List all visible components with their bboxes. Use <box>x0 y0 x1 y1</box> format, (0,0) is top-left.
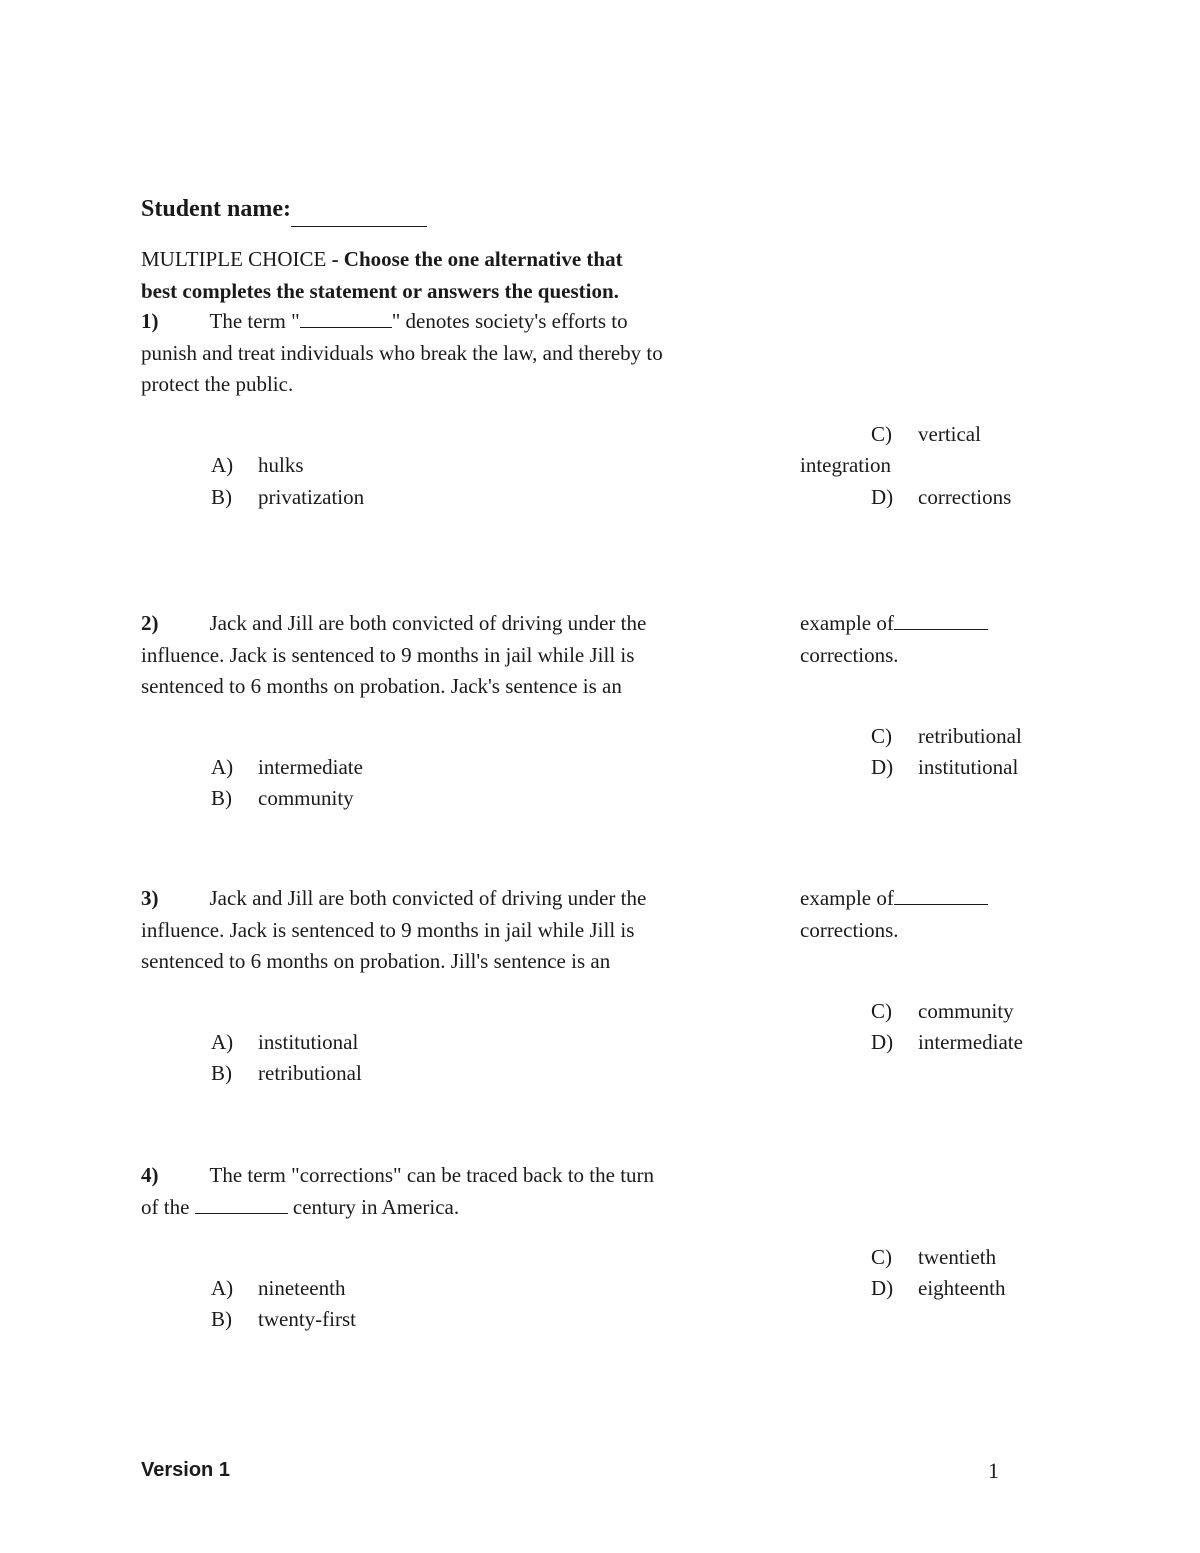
option-letter: B) <box>211 485 232 509</box>
option-letter: D) <box>871 1030 894 1054</box>
question-3-option-a[interactable] <box>211 1027 358 1058</box>
page-number: 1 <box>988 1458 999 1483</box>
option-letter: A) <box>211 755 234 779</box>
question-2-right-line-1: example of <box>800 611 894 635</box>
student-name-text: Student name: <box>141 196 292 222</box>
question-3-option-c[interactable] <box>871 996 1014 1027</box>
question-4-option-c[interactable] <box>871 1242 996 1273</box>
question-1-text-a: The term " <box>209 309 300 333</box>
option-text: twenty-first <box>258 1307 356 1331</box>
option-text: corrections <box>918 485 1012 509</box>
question-3-stem <box>141 883 751 978</box>
question-2-line-2: influence. Jack is sentenced to 9 months in jail while Jill is <box>141 642 635 667</box>
option-text: institutional <box>918 755 1019 779</box>
option-text: intermediate <box>918 1030 1023 1054</box>
question-1-line-3: protect the public. <box>141 372 294 396</box>
question-4-option-b[interactable] <box>211 1304 356 1335</box>
question-3-stem-continued <box>800 883 1060 946</box>
question-1-line-2: punish and treat individuals who break the law, and thereby to <box>141 340 663 365</box>
option-text: community <box>258 786 354 810</box>
question-4-stem <box>141 1160 751 1223</box>
question-1-stem <box>141 306 751 401</box>
student-name-label <box>141 192 427 227</box>
option-text: hulks <box>258 453 304 477</box>
question-3-line-2: influence. Jack is sentenced to 9 months in jail while Jill is <box>141 917 635 942</box>
question-4-number: 4) <box>141 1163 159 1187</box>
option-letter: A) <box>211 1030 234 1054</box>
option-text: vertical <box>918 422 981 446</box>
option-text: privatization <box>258 485 365 509</box>
question-1-number: 1) <box>141 309 159 333</box>
question-4-line-1: The term "corrections" can be traced back to the turn <box>209 1163 655 1187</box>
instructions-line-1 <box>141 244 623 275</box>
question-2-line-1: Jack and Jill are both convicted of driving under the <box>209 611 647 635</box>
option-letter: A) <box>211 1276 234 1300</box>
question-3-line-3: sentenced to 6 months on probation. Jill's sentence is an <box>141 949 611 973</box>
question-1-option-c-continued: integration <box>800 453 891 477</box>
question-1-text-b: " denotes society's efforts to <box>391 309 628 333</box>
question-2-option-c[interactable] <box>871 721 1022 752</box>
question-3-right-line-2: corrections. <box>800 917 899 942</box>
question-1-option-d[interactable] <box>871 482 1011 513</box>
instructions-line-2: best completes the statement or answers the question. <box>141 279 619 303</box>
option-letter: C) <box>871 999 892 1023</box>
option-text: nineteenth <box>258 1276 346 1300</box>
question-2-number: 2) <box>141 611 159 635</box>
question-3-right-line-1: example of <box>800 886 894 910</box>
student-name-blank <box>291 192 427 227</box>
option-text: community <box>918 999 1014 1023</box>
option-letter: B) <box>211 1061 232 1085</box>
option-text: institutional <box>258 1030 359 1054</box>
question-3-blank <box>894 886 988 905</box>
question-1-option-b[interactable] <box>211 482 364 513</box>
question-1-option-c[interactable] <box>871 419 981 450</box>
option-letter: D) <box>871 485 894 509</box>
question-3-option-b[interactable] <box>211 1058 362 1089</box>
question-1-blank <box>300 309 392 328</box>
option-letter: C) <box>871 422 892 446</box>
option-text: retributional <box>258 1061 362 1085</box>
question-2-stem-continued <box>800 608 1060 671</box>
question-1-option-a[interactable] <box>211 450 304 481</box>
question-3-line-1: Jack and Jill are both convicted of driving under the <box>209 886 647 910</box>
option-letter: B) <box>211 786 232 810</box>
option-letter: A) <box>211 453 234 477</box>
question-3-number: 3) <box>141 886 159 910</box>
question-2-option-a[interactable] <box>211 752 363 783</box>
instructions-title: MULTIPLE CHOICE <box>141 247 327 271</box>
option-letter: B) <box>211 1307 232 1331</box>
question-2-stem <box>141 608 751 703</box>
option-text: retributional <box>918 724 1022 748</box>
question-3-option-d[interactable] <box>871 1027 1023 1058</box>
question-2-line-3: sentenced to 6 months on probation. Jack's sentence is an <box>141 674 622 698</box>
instructions-text-1: - Choose the one alternative that <box>326 247 623 271</box>
question-4-option-a[interactable] <box>211 1273 345 1304</box>
question-4-blank <box>195 1195 288 1214</box>
option-text: intermediate <box>258 755 363 779</box>
question-2-blank <box>894 611 988 630</box>
question-2-option-b[interactable] <box>211 783 354 814</box>
question-2-option-d[interactable] <box>871 752 1018 783</box>
option-text: twentieth <box>918 1245 997 1269</box>
question-2-right-line-2: corrections. <box>800 642 899 667</box>
question-4-line-2-pre: of the <box>141 1194 190 1219</box>
question-4-option-d[interactable] <box>871 1273 1005 1304</box>
option-text: eighteenth <box>918 1276 1006 1300</box>
version-label: Version 1 <box>141 1459 230 1481</box>
option-letter: C) <box>871 724 892 748</box>
question-4-line-2-post: century in America. <box>292 1194 460 1219</box>
option-letter: D) <box>871 1276 894 1300</box>
option-letter: D) <box>871 755 894 779</box>
option-letter: C) <box>871 1245 892 1269</box>
